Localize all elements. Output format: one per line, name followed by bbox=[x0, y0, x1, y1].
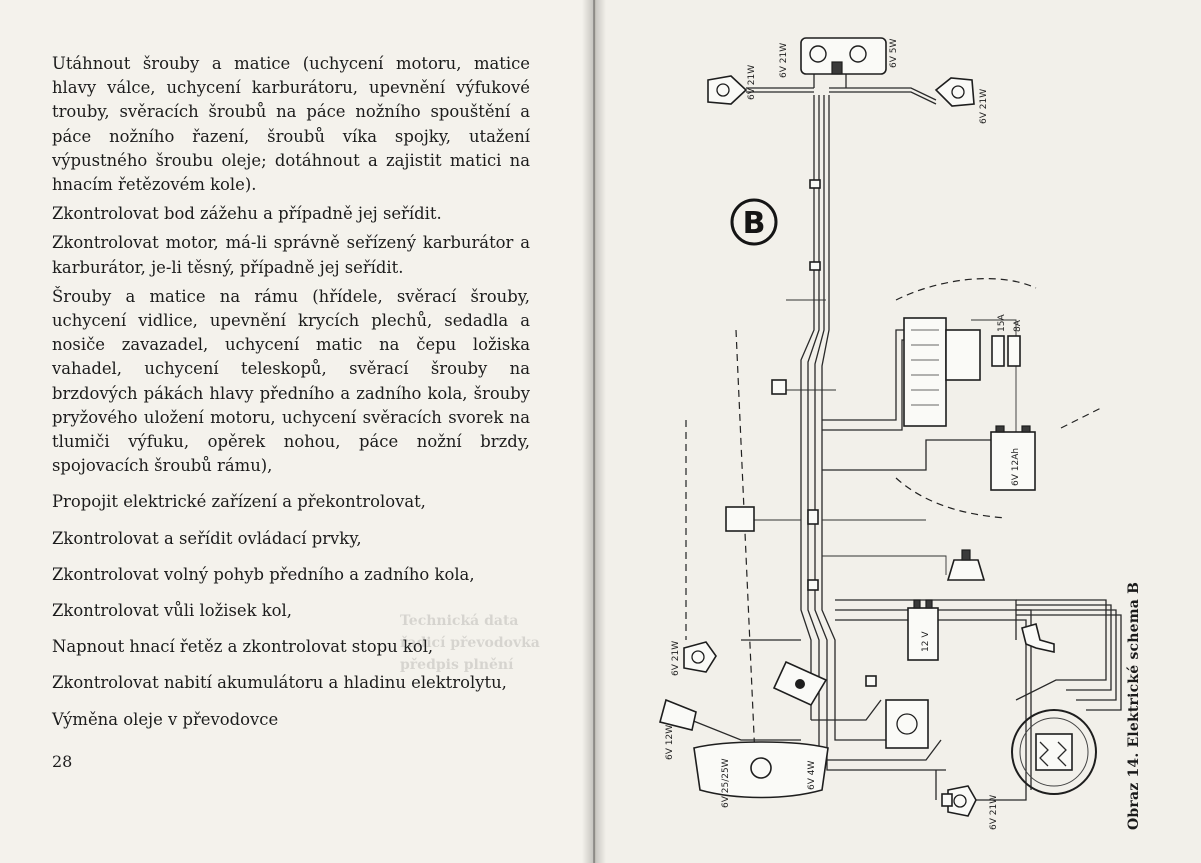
paragraph-wheels-movement: Zkontrolovat volný pohyb předního a zadního kola, bbox=[52, 564, 475, 584]
page-number: 28 bbox=[52, 752, 73, 771]
show-through-text: Technická data řadicí převodovka předpis plnění bbox=[400, 613, 540, 673]
paragraph-wheel-bearings: Zkontrolovat vůli ložisek kol, bbox=[52, 601, 292, 621]
rear-right-blinker bbox=[948, 786, 999, 830]
fuses bbox=[992, 314, 1023, 366]
front-right-blinker-label: 6V 21W bbox=[979, 88, 989, 124]
left-page bbox=[0, 0, 594, 863]
tail-lamp-label: 6V 12W bbox=[665, 724, 675, 760]
paragraph-controls: Zkontrolovat a seřídit ovládací prvky, bbox=[52, 528, 362, 548]
front-right-blinker bbox=[936, 78, 989, 124]
fuse-a-label: 15A bbox=[997, 314, 1007, 332]
fuse-b-label: 8A bbox=[1013, 320, 1023, 332]
spark-plug bbox=[1022, 624, 1054, 652]
paragraph-chain: Napnout hnací řetěz a zkontrolovat stopu kol, bbox=[52, 637, 434, 657]
voltage-regulator bbox=[726, 507, 754, 531]
contact-breaker bbox=[886, 700, 928, 748]
coil-label: 12 V bbox=[921, 631, 931, 652]
paragraph-carburetor: Zkontrolovat motor, má-li správně seřízený karburátor a karburátor, je-li těsný, případně jej seřídit. bbox=[52, 233, 530, 277]
paragraph-frame-bolts: Šrouby a matice na rámu (hřídele, svěrací šrouby, uchycení vidlice, upevnění krycích plechů, sedadla a nosiče zavazadel, uchycení matic na čepu ložiska vahadel, uchycení teleskopů, svěrací šrouby na brzdových pákách hlavy předního a zadního kola, šrouby pryžového uložení motoru, uchycení svěracích svorek na tlumiči výfuku, opěrek nohou, páce nožní brzdy, spojovacích šroubů rámu), bbox=[52, 286, 530, 476]
figure-caption: Obraz 14. Elektrické schema B bbox=[1126, 581, 1142, 830]
generator bbox=[1012, 710, 1096, 794]
front-left-blinker-label: 6V 21W bbox=[747, 64, 757, 100]
headlamp-right-label: 6V 5W bbox=[889, 38, 899, 68]
horn bbox=[948, 550, 984, 580]
tail-lamp bbox=[660, 700, 696, 760]
paragraph-bolts-engine: Utáhnout šrouby a matice (uchycení motoru, matice hlavy válce, uchycení karburátoru, upevnění výfukové trouby, svěracích šroubů na páce nožního spouštění a páce nožního řazení, šroubů víka spojky, utažení výpustného šroubu oleje; dotáhnout a zajistit matici na hnacím řetězovém kole). bbox=[52, 54, 530, 195]
stop-lamp bbox=[694, 742, 828, 808]
handlebar-switch bbox=[774, 662, 826, 705]
battery bbox=[991, 426, 1035, 490]
rear-left-blinker-label: 6V 21W bbox=[671, 640, 681, 676]
ignition-coil bbox=[908, 600, 938, 660]
plate-lamp-label: 6V 4W bbox=[807, 760, 817, 790]
maintenance-text bbox=[52, 52, 530, 732]
paragraph-battery: Zkontrolovat nabití akumulátoru a hladinu elektrolytu, bbox=[52, 673, 507, 693]
front-left-blinker bbox=[708, 65, 757, 104]
headlamp bbox=[779, 38, 899, 78]
rear-right-blinker-label: 6V 21W bbox=[989, 794, 999, 830]
schema-badge bbox=[732, 200, 776, 244]
paragraph-oil-change: Výměna oleje v převodovce bbox=[52, 709, 279, 729]
rear-left-blinker bbox=[671, 641, 716, 676]
wire-harness bbox=[691, 70, 1121, 800]
book-gutter bbox=[582, 0, 606, 863]
battery-label: 6V 12Ah bbox=[1011, 447, 1021, 486]
wiring-diagram bbox=[596, 0, 1201, 863]
schema-badge-letter: B bbox=[742, 206, 766, 241]
stop-lamp-label: 6V 25/25W bbox=[721, 758, 731, 808]
paragraph-ignition: Zkontrolovat bod zážehu a případně jej seřídit. bbox=[52, 204, 442, 224]
paragraph-electrical: Propojit elektrické zařízení a překontrolovat, bbox=[52, 492, 426, 512]
headlamp-left-label: 6V 21W bbox=[779, 42, 789, 78]
junction-block bbox=[904, 318, 980, 426]
